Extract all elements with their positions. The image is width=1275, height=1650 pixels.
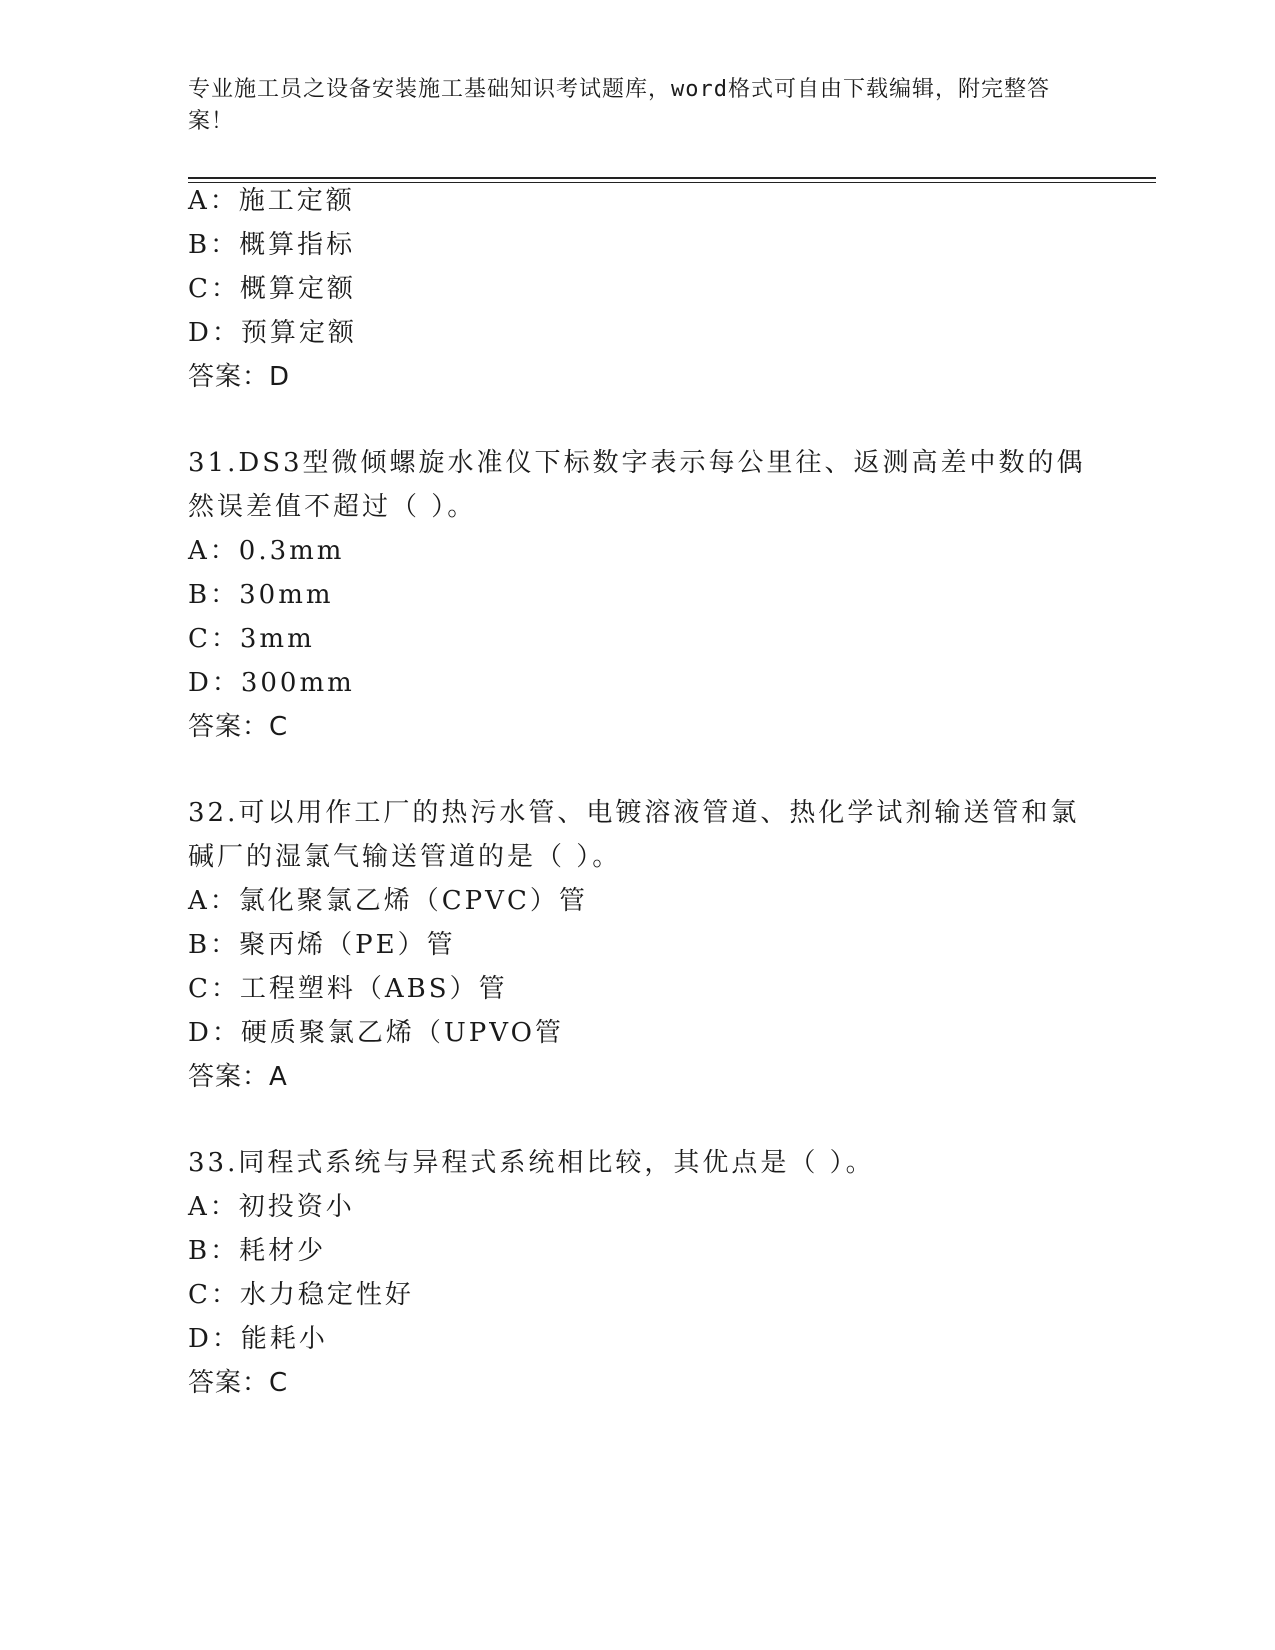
option-a: A：初投资小: [188, 1192, 355, 1222]
option-d: D：预算定额: [188, 318, 357, 348]
document-header: 专业施工员之设备安装施工基础知识考试题库，word格式可自由下载编辑，附完整答案！: [188, 77, 1050, 134]
option-d: D：能耗小: [188, 1324, 328, 1354]
answer-line: 答案：C: [188, 712, 289, 742]
question-32-text: 32.可以用作工厂的热污水管、电镀溶液管道、热化学试剂输送管和氯: [188, 798, 1080, 828]
option-a: A：0.3mm: [188, 536, 345, 566]
question-32-text-cont: 碱厂的湿氯气输送管道的是（ ）。: [188, 842, 622, 872]
option-b: B：聚丙烯（PE）管: [188, 930, 456, 960]
option-c: C：工程塑料（ABS）管: [188, 974, 508, 1004]
header-divider-thick: [188, 177, 1156, 179]
option-c: C：概算定额: [188, 274, 356, 304]
question-31-text-cont: 然误差值不超过（ ）。: [188, 492, 477, 522]
header-divider-thin: [188, 182, 1156, 183]
option-d: D：300mm: [188, 668, 355, 698]
option-c: C：水力稳定性好: [188, 1280, 414, 1310]
option-b: B：30mm: [188, 580, 334, 610]
answer-line: 答案：C: [188, 1368, 289, 1398]
question-33-text: 33.同程式系统与异程式系统相比较，其优点是（ ）。: [188, 1148, 875, 1178]
answer-line: 答案：D: [188, 362, 291, 392]
option-a: A：施工定额: [188, 186, 355, 216]
option-a: A：氯化聚氯乙烯（CPVC）管: [188, 886, 588, 916]
option-b: B：耗材少: [188, 1236, 327, 1266]
question-31-text: 31.DS3型微倾螺旋水准仪下标数字表示每公里往、返测高差中数的偶: [188, 448, 1086, 478]
option-b: B：概算指标: [188, 230, 356, 260]
option-d: D：硬质聚氯乙烯（UPVO管: [188, 1018, 564, 1048]
option-c: C：3mm: [188, 624, 315, 654]
answer-line: 答案：A: [188, 1062, 288, 1092]
